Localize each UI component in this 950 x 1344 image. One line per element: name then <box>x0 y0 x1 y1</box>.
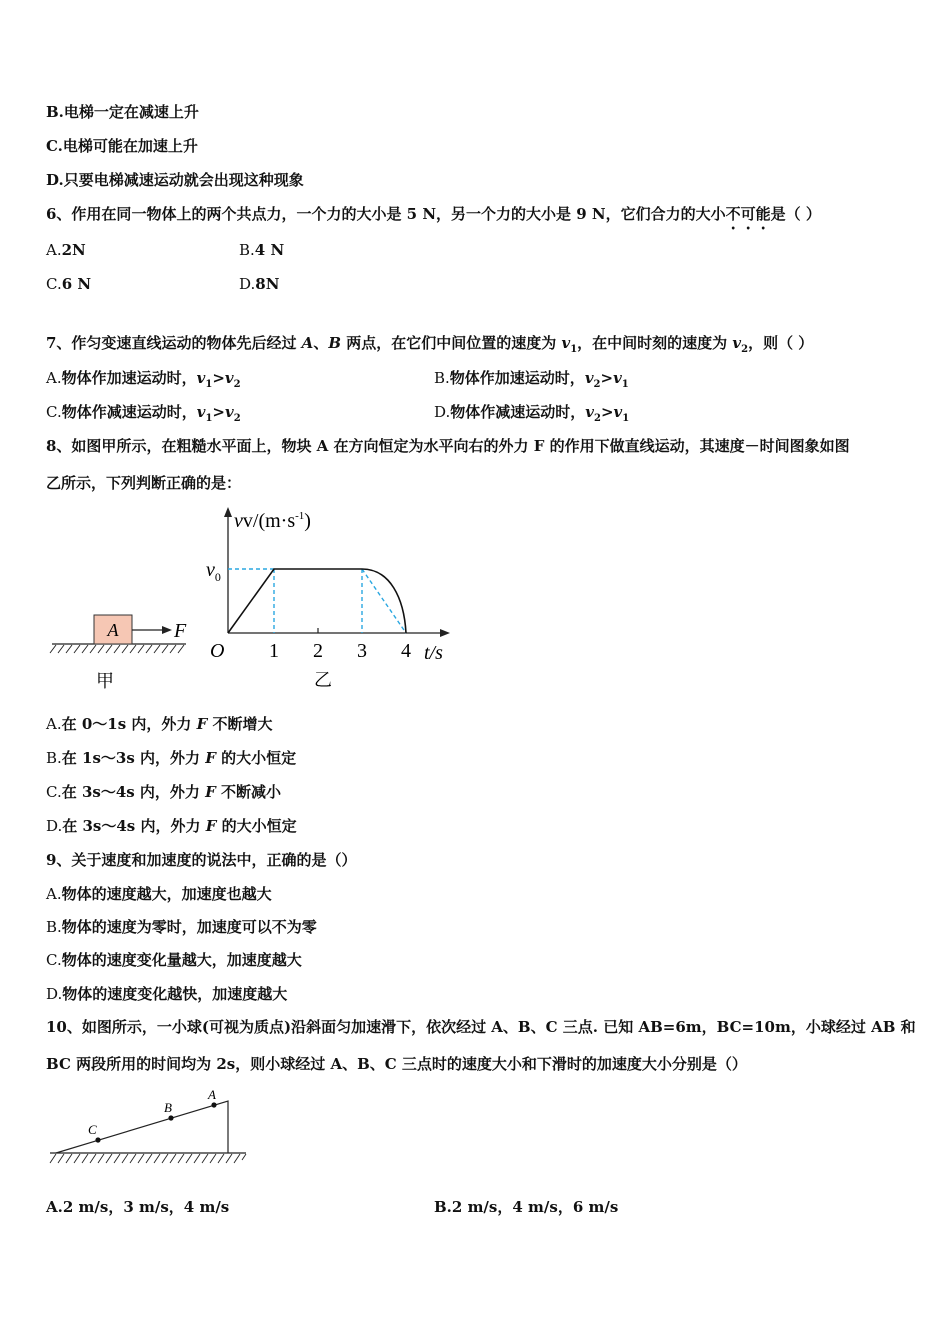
point-c-label: C <box>88 1122 97 1137</box>
q8-option-c: C.在 3s～4s 内，外力 F 不断减小 <box>46 783 282 801</box>
q7-option-b: B.物体作加速运动时，$v_2>v_1$ <box>434 369 629 390</box>
q5-option-d: D.只要电梯减速运动就会出现这种现象 <box>46 171 304 189</box>
q10-incline-figure <box>46 1085 251 1170</box>
point-a-label: A <box>208 1087 216 1102</box>
q8-option-d: D.在 3s～4s 内，外力 F 的大小恒定 <box>46 817 297 835</box>
tick-2: 2 <box>313 640 323 662</box>
q10-option-a: A.2 m/s，3 m/s，4 m/s <box>46 1198 230 1216</box>
q10-stem-line2: BC 两段所用的时间均为 2s，则小球经过 A、B、C 三点时的速度大小和下滑时的加速度大小分别是（） <box>46 1055 747 1073</box>
q7-stem: 7、作匀变速直线运动的物体先后经过 A、B 两点，在它们中间位置的速度为 $v_1$，在中间时刻的速度为 $v_2$，则（ ） <box>46 334 814 355</box>
q10-option-b: B.2 m/s，4 m/s，6 m/s <box>434 1198 619 1216</box>
q7-option-d: D.物体作减速运动时，$v_2>v_1$ <box>434 403 630 424</box>
q10-stem-line1: 10、如图所示，一小球(可视为质点)沿斜面匀加速滑下，依次经过 A、B、C 三点. 已知 AB=6m，BC=10m，小球经过 AB 和 <box>46 1018 916 1036</box>
q9-stem: 9、关于速度和加速度的说法中，正确的是（） <box>46 851 357 869</box>
incline <box>56 1101 228 1153</box>
q9-option-a: A.物体的速度越大，加速度也越大 <box>46 885 272 903</box>
q6-option-c: C.6 N <box>46 275 92 293</box>
q6-option-a: A.2N <box>46 241 86 259</box>
q8-figure-jia <box>46 600 196 700</box>
q8-stem-line2: 乙所示，下列判断正确的是： <box>46 474 242 492</box>
q7-option-a: A.物体作加速运动时，$v_1>v_2$ <box>46 369 241 390</box>
block-a-label: A <box>107 620 119 640</box>
q9-option-c: C.物体的速度变化量越大，加速度越大 <box>46 951 302 969</box>
caption-jia: 甲 <box>96 671 114 691</box>
tick-4: 4 <box>401 640 411 662</box>
y-axis-label: $vv/(m\cdot s^{-1})$ <box>234 510 311 532</box>
q9-option-d: D.物体的速度变化越快，加速度越大 <box>46 985 288 1003</box>
caption-yi: 乙 <box>314 670 332 690</box>
origin-label: O <box>210 640 225 662</box>
q8-figure-yi-vt-graph <box>200 503 460 693</box>
q5-option-c: C.电梯可能在加速上升 <box>46 137 198 155</box>
tick-1: 1 <box>269 640 279 662</box>
v0-label: $v_0$ <box>206 559 221 584</box>
q8-option-a: A.在 0～1s 内，外力 F 不断增大 <box>46 715 273 733</box>
q9-option-b: B.物体的速度为零时，加速度可以不为零 <box>46 918 317 936</box>
q6-stem: 6、作用在同一物体上的两个共点力，一个力的大小是 5 N，另一个力的大小是 9 N，它们合力的大小不可能是（ ） <box>46 205 821 223</box>
force-label: F <box>174 620 187 642</box>
q6-option-d: D.8N <box>239 275 280 293</box>
q6-option-b: B.4 N <box>239 241 285 259</box>
q8-stem-line1: 8、如图甲所示，在粗糙水平面上，物块 A 在方向恒定为水平向右的外力 F 的作用下做直线运动，其速度－时间图象如图 <box>46 437 850 455</box>
q7-option-c: C.物体作减速运动时，$v_1>v_2$ <box>46 403 241 424</box>
velocity-curve <box>228 569 406 633</box>
q5-option-b: B.电梯一定在减速上升 <box>46 103 199 121</box>
x-axis-label: t/s <box>424 642 443 664</box>
point-b-label: B <box>164 1100 172 1115</box>
q8-option-b: B.在 1s～3s 内，外力 F 的大小恒定 <box>46 749 297 767</box>
tick-3: 3 <box>357 640 367 662</box>
